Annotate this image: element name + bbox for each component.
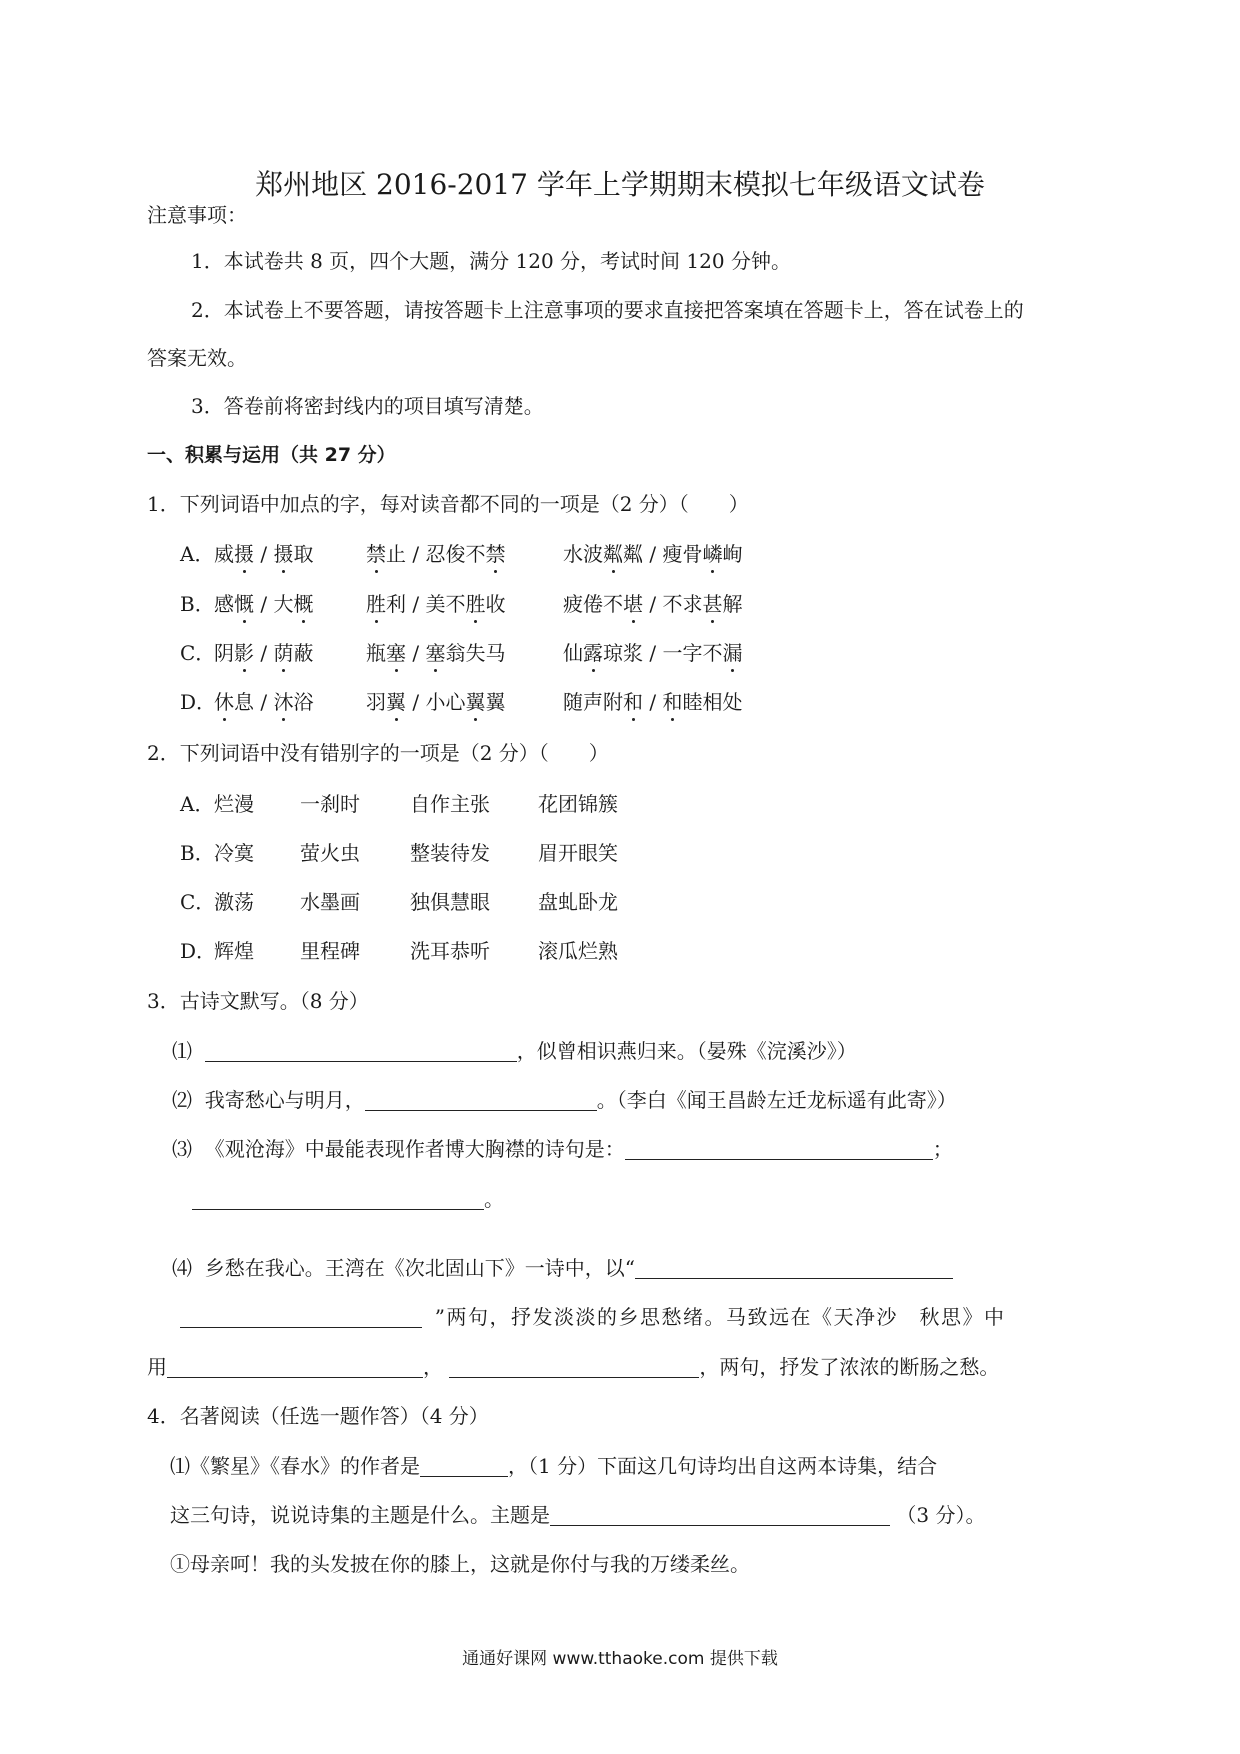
answer-blank[interactable] (192, 1187, 484, 1210)
dotted-char: 露 (583, 641, 603, 665)
q3-part-4-cont2: 用 ， ，两句，抒发了浓浓的断肠之愁。 (147, 1355, 1000, 1379)
dotted-char: 甚 (702, 592, 723, 616)
q2-stem: 2．下列词语中没有错别字的一项是（2 分）（ ） (147, 741, 609, 765)
q3-stem: 3．古诗文默写。（8 分） (147, 989, 369, 1013)
notice-item-2: 2．本试卷上不要答题，请按答题卡上注意事项的要求直接把答案填在答题卡上，答在试卷上的 (191, 298, 1024, 322)
dotted-char: 禁 (485, 542, 506, 566)
q4-part-1: ⑴《繁星》《春水》的作者是 ，（1 分）下面这几句诗均出自这两本诗集，结合 (170, 1454, 938, 1478)
dotted-char: 荫 (273, 641, 294, 665)
dotted-char: 塞 (386, 641, 406, 665)
page-footer: 通通好课网 www.tthaoke.com 提供下载 (462, 1649, 778, 1669)
notice-heading: 注意事项： (147, 203, 247, 227)
dotted-char: 影 (234, 641, 254, 665)
q3-part-2: ⑵ 我寄愁心与明月， 。（李白《闻王昌龄左迁龙标遥有此寄》） (172, 1088, 957, 1112)
dotted-char: 翼 (386, 690, 406, 714)
dotted-char: 塞 (425, 641, 446, 665)
dotted-char: 翼 (465, 690, 486, 714)
dotted-char: 胜 (465, 592, 486, 616)
q4-stem: 4．名著阅读（任选一题作答）（4 分） (147, 1404, 489, 1428)
answer-blank[interactable] (180, 1305, 422, 1328)
dotted-char: 慨 (234, 592, 254, 616)
answer-blank[interactable] (449, 1355, 699, 1378)
q1-stem: 1．下列词语中加点的字，每对读音都不同的一项是（2 分）（ ） (147, 492, 749, 516)
q3-part-3: ⑶ 《观沧海》中最能表现作者博大胸襟的诗句是： ； (172, 1137, 953, 1161)
answer-blank[interactable] (365, 1088, 597, 1111)
q4-poem-1: ①母亲呵！我的头发披在你的膝上，这就是你付与我的万缕柔丝。 (170, 1552, 750, 1576)
dotted-char: 休 (214, 690, 234, 714)
dotted-char: 胜 (366, 592, 386, 616)
notice-item-1: 1．本试卷共 8 页，四个大题，满分 120 分，考试时间 120 分钟。 (191, 249, 791, 273)
dotted-char: 漏 (722, 641, 743, 665)
dotted-char: 禁 (366, 542, 386, 566)
dotted-char: 嶙 (702, 542, 723, 566)
answer-blank[interactable] (625, 1137, 933, 1160)
answer-blank[interactable] (205, 1039, 517, 1062)
answer-blank[interactable] (635, 1256, 953, 1279)
notice-item-2-cont: 答案无效。 (147, 346, 247, 370)
dotted-char: 粼 (603, 542, 623, 566)
q3-part-4: ⑷ 乡愁在我心。王湾在《次北固山下》一诗中，以“ (172, 1254, 953, 1282)
q4-part-1-cont: 这三句诗，说说诗集的主题是什么。主题是 （3 分）。 (170, 1503, 986, 1527)
notice-item-3: 3．答卷前将密封线内的项目填写清楚。 (191, 394, 544, 418)
dotted-char: 和 (623, 690, 643, 714)
q3-part-1: ⑴ ，似曾相识燕归来。（晏殊《浣溪沙》） (172, 1039, 857, 1063)
q3-part-3-cont: 。 (192, 1185, 504, 1213)
dotted-char: 概 (293, 592, 314, 616)
q3-part-4-cont: ”两句，抒发淡淡的乡思愁绪。马致远在《天净沙 秋思》中 (180, 1303, 1005, 1331)
dotted-char: 堪 (623, 592, 643, 616)
dotted-char: 和 (662, 690, 683, 714)
dotted-char: 沐 (273, 690, 294, 714)
dotted-char: 摄 (234, 542, 254, 566)
answer-blank[interactable] (550, 1503, 890, 1526)
section-1-heading: 一、积累与运用（共 27 分） (147, 444, 396, 466)
dotted-char: 摄 (273, 542, 294, 566)
answer-blank[interactable] (167, 1355, 423, 1378)
document-title: 郑州地区 2016-2017 学年上学期期末模拟七年级语文试卷 (255, 168, 985, 201)
answer-blank[interactable] (420, 1454, 508, 1477)
